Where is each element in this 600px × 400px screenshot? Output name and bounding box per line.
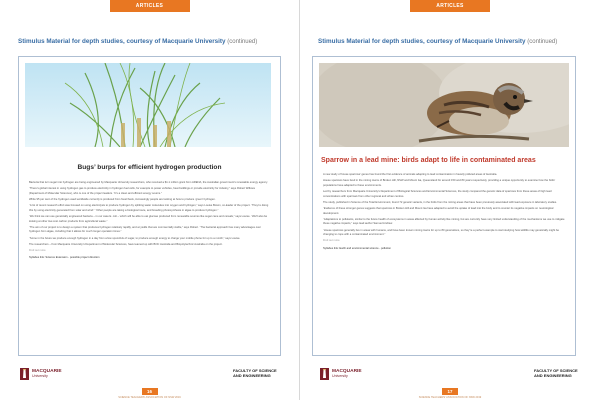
article-box bbox=[312, 56, 576, 356]
paragraph: House sparrows have lived in the mining towns of Broken Hill, NSW and Mount Isa, Queensland for around 150 and 80 years respectively, providing a unique opportunity to examine how the birds’ populations have adapted to these environments. bbox=[323, 179, 556, 187]
right-page bbox=[300, 0, 600, 400]
macquarie-lighthouse-logo-icon bbox=[20, 368, 29, 380]
article-title: Bugs’ burps for efficient hydrogen production bbox=[77, 164, 222, 171]
sugarcane-image bbox=[25, 63, 271, 147]
faculty-label: FACULTY OF SCIENCE AND ENGINEERING bbox=[534, 368, 578, 378]
find-out-more-link[interactable]: Find out more bbox=[323, 239, 340, 243]
continued-label: (continued) bbox=[227, 39, 258, 45]
paragraph: “Some in the future we produce enough hydrogen in a day from a few spoonfuls of sugar, to produce enough energy to charge your mobile phone for up to a month,” says Louise. bbox=[29, 236, 241, 240]
sparrow-image bbox=[319, 63, 569, 147]
paragraph: “House sparrows generally live in areas with humans, and have been known mining towns for up to 80 generations, so they’re a perfect example to start studying how wildlife may genetically might be changing to cope with a contaminated environment.” bbox=[323, 228, 560, 237]
paragraph: “Evidence of these stronger genes suggests that sparrows in Broken Hill and Mount Isa have adapted to avoid the uptake of lead into the body and to counter its negative impacts on neurological development. bbox=[323, 206, 554, 215]
syllabus-link: Syllabus link: Earth and environmental science - pollution bbox=[323, 246, 391, 250]
macquarie-lighthouse-logo-icon bbox=[320, 368, 329, 380]
logo-sub: University bbox=[332, 374, 348, 378]
section-tab: ARTICLES bbox=[110, 0, 190, 12]
faculty-label: FACULTY OF SCIENCE AND ENGINEERING bbox=[233, 368, 277, 378]
continued-label: (continued) bbox=[527, 39, 558, 45]
page-footer bbox=[20, 367, 279, 383]
paragraph: Led by researchers from Macquarie University’s Department of Biological Sciences and Environmental Sciences, the study compared the genetic data of sparrows from these areas of high lead concentrations with sparrows from other regional and urban centres. bbox=[323, 189, 552, 198]
stimulus-heading-text: Stimulus Material for depth studies, courtesy of Macquarie University bbox=[318, 38, 526, 45]
sparrow-photo bbox=[319, 63, 569, 147]
paragraph: “The aim of our project is to design a system that produces hydrogen relatively rapidly, and at yields that are commercially viable,” says Robert. “The bacterial approach has many advantages over hydrogen from algae, including that it allows for much longer operation times.” bbox=[29, 225, 261, 234]
article-body bbox=[29, 181, 270, 263]
page-footer bbox=[320, 367, 580, 383]
paragraph: “A lot of recent research effort was focused on using electrolysis to produce hydrogen by splitting water molecules into oxygen and hydrogen,” says Louise Brown, co-leader of the project. “They’re doing this by using electricity generated from solar and wind.” “Other people are taking a biological route, and breeding photosynthesis in algae to produce hydrogen.” bbox=[29, 204, 269, 212]
section-tab: ARTICLES bbox=[410, 0, 490, 12]
article-body bbox=[323, 173, 565, 253]
syllabus-link: Syllabus link: Science Extension - possible project direction bbox=[29, 256, 100, 260]
page-number: 17 bbox=[442, 388, 458, 395]
paragraph: The study, published in Science of the Total Environment, found 72 genetic variants, in the birds from the mining areas that have been previously associated with lead exposure in laboratory studies. bbox=[323, 200, 557, 204]
logo-name: MACQUARIE bbox=[32, 369, 62, 374]
paragraph: “There’s global interest in using hydrogen gas to produce electricity in hydrogen fuel cells, for example to power vehicles, heat buildings or provide electricity for industry,” says Robert Willows (Department of Molecular Sciences), who is one of the project leaders. “It’s a clean and efficient energy source.” bbox=[29, 187, 255, 195]
logo-sub: University bbox=[32, 374, 48, 378]
paragraph: While 95 per cent of the hydrogen used worldwide currently is produced from fossil fuels, increasingly people are looking at how to produce ‘green’ hydrogen. bbox=[29, 197, 216, 201]
stimulus-heading bbox=[318, 38, 582, 45]
footer-credit: SCIENCE TEACHERS' ASSOCIATION OF NSW 2019 bbox=[118, 396, 181, 399]
footer-credit: SCIENCE TEACHERS' ASSOCIATION OF NSW 2019 bbox=[418, 396, 482, 399]
paragraph: A new study of house sparrows’ genes has found the first evidence of animals adapting to lead contamination in heavily polluted areas of Australia. bbox=[323, 173, 498, 176]
university-logo-text bbox=[32, 369, 62, 379]
sugarcane-photo bbox=[25, 63, 274, 147]
stimulus-heading-text: Stimulus Material for depth studies, courtesy of Macquarie University bbox=[18, 38, 226, 45]
find-out-more-link[interactable]: Find out more bbox=[29, 248, 46, 252]
paragraph: “We think we can use genetically engineered bacteria – in our case E. coli – which will be able to eat glucose produced from renewable sources like sugar cane and cereals,” says Louise. “We’ll also be looking at other low-cost carbon products from agricultural waste.” bbox=[29, 214, 268, 223]
paragraph: Bacteria that turn sugar into hydrogen are being engineered by Macquarie University researchers, who received a $1.1 million grant from ARENA, the Australian government’s renewable energy agency. bbox=[29, 181, 268, 184]
page-number: 16 bbox=[142, 388, 158, 395]
logo-name: MACQUARIE bbox=[332, 369, 362, 374]
paragraph: “Adaptations to pollutants, similar to the future health of ecosystems in areas affected by human activity like mining, but are currently have very limited understanding of the mechanisms we use to mitigate these negative impacts,” says lead author Samuel Andrew. bbox=[323, 217, 565, 226]
article-box bbox=[18, 56, 281, 356]
stimulus-heading bbox=[18, 38, 281, 45]
paragraph: The researchers – from Macquarie University’s Department of Molecular Sciences, have teamed up with BOC Australia and Biopolytechnic Australia on the project. bbox=[29, 242, 223, 246]
article-title: Sparrow in a lead mine: birds adapt to life in contaminated areas bbox=[321, 157, 536, 164]
university-logo-text bbox=[332, 369, 362, 379]
